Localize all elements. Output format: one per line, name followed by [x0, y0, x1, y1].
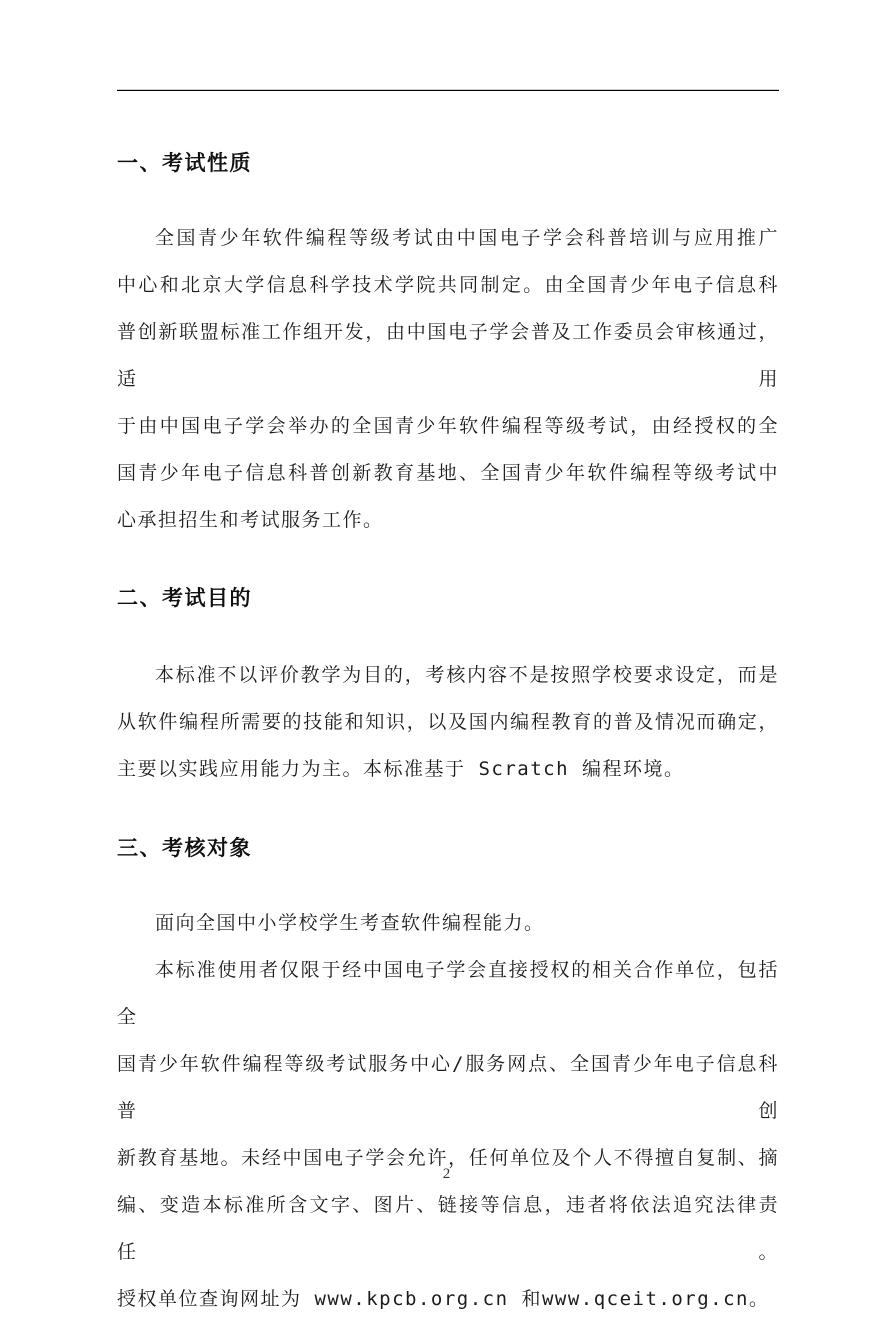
text-line: 于由中国电子学会举办的全国青少年软件编程等级考试，由经授权的全: [117, 415, 779, 437]
section-heading-exam-purpose: 二、考试目的: [117, 586, 252, 610]
paragraph: [117, 900, 779, 947]
header-rule: [117, 89, 779, 91]
section-heading-assessment-target: 三、考核对象: [117, 836, 252, 860]
text-line: 本标准不以评价教学为目的，考核内容不是按照学校要求设定，而是: [155, 664, 779, 686]
page-content: [117, 0, 779, 1323]
text-line: 本标准使用者仅限于经中国电子学会直接授权的相关合作单位，包括全: [117, 959, 779, 1028]
section-heading-exam-nature: 一、考试性质: [117, 151, 252, 175]
text-line: 心承担招生和考试服务工作。: [117, 509, 384, 531]
paragraph: [117, 652, 779, 793]
text-line: 全国青少年软件编程等级考试由中国电子学会科普培训与应用推广: [155, 227, 779, 249]
text-line: 国青少年软件编程等级考试服务中心/服务网点、全国青少年电子信息科普创: [117, 1053, 779, 1122]
text-line: 面向全国中小学校学生考查软件编程能力。: [155, 912, 545, 934]
page-number: 2: [442, 1166, 451, 1182]
page-footer: [0, 1163, 893, 1184]
text-line: 中心和北京大学信息科学技术学院共同制定。由全国青少年电子信息科: [117, 274, 779, 296]
text-line: 国青少年电子信息科普创新教育基地、全国青少年软件编程等级考试中: [117, 462, 779, 484]
text-line: 从软件编程所需要的技能和知识，以及国内编程教育的普及情况而确定，: [117, 711, 779, 733]
text-line: 新教育基地。未经中国电子学会允许，任何单位及个人不得擅自复制、摘: [117, 1147, 779, 1169]
text-line: 授权单位查询网址为 www.kpcb.org.cn 和www.qceit.org.cn。: [117, 1288, 770, 1310]
paragraph: [117, 215, 779, 544]
paragraph: [117, 947, 779, 1323]
text-line: 主要以实践应用能力为主。本标准基于 Scratch 编程环境。: [117, 758, 685, 780]
text-line: 普创新联盟标准工作组开发，由中国电子学会普及工作委员会审核通过，适用: [117, 321, 779, 390]
text-line: 编、变造本标准所含文字、图片、链接等信息，违者将依法追究法律责任。: [117, 1194, 779, 1263]
